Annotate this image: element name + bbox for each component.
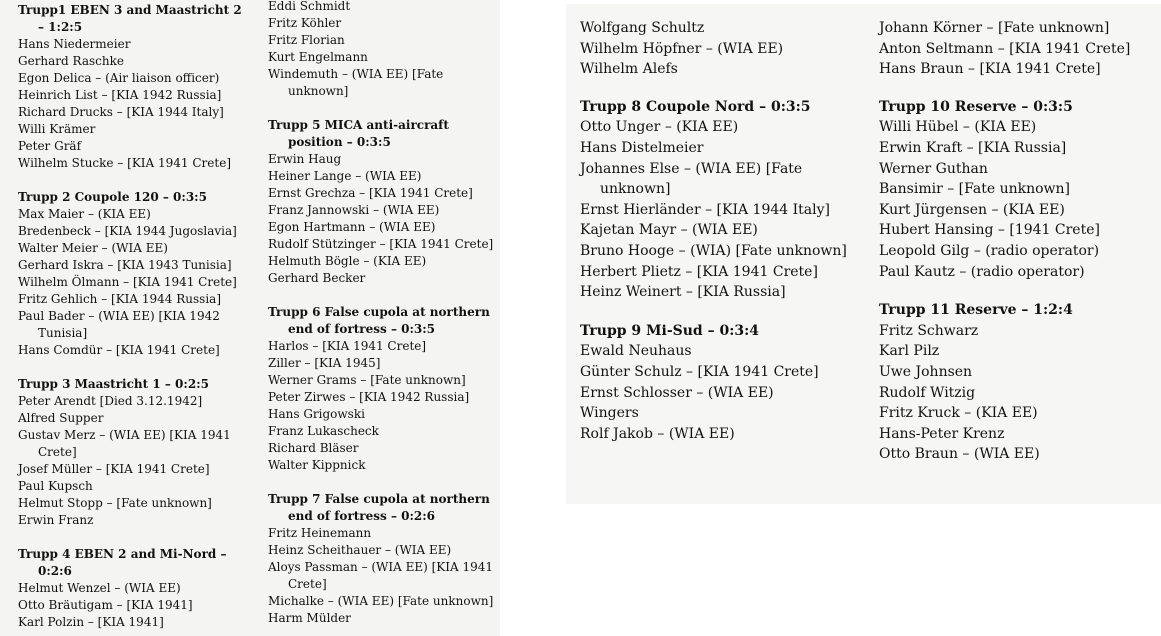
roster-entry: Günter Schulz – [KIA 1941 Crete] bbox=[580, 363, 819, 380]
roster-entry: Ernst Grechza – [KIA 1941 Crete] bbox=[268, 186, 473, 200]
right-page bbox=[566, 4, 1161, 504]
trupp-section bbox=[879, 300, 1159, 465]
trupp-section bbox=[18, 189, 246, 359]
trupp-section bbox=[18, 2, 246, 172]
roster-entry: Wilhelm Höpfner – (WIA EE) bbox=[580, 40, 784, 57]
roster-entry: Fritz Florian bbox=[268, 33, 345, 47]
roster-entry: Werner Guthan bbox=[879, 160, 988, 177]
roster-entry: Hubert Hansing – [1941 Crete] bbox=[879, 222, 1100, 239]
roster-entry: Erwin Franz bbox=[18, 513, 94, 527]
continued-entries bbox=[879, 18, 1159, 80]
roster-entry: Heiner Lange – (WIA EE) bbox=[268, 169, 422, 183]
roster-entry: Harlos – [KIA 1941 Crete] bbox=[268, 339, 427, 353]
trupp-section bbox=[18, 376, 246, 529]
roster-entry: Franz Jannowski – (WIA EE) bbox=[268, 203, 440, 217]
roster-entry: Ernst Schlosser – (WIA EE) bbox=[580, 384, 774, 401]
trupp-heading: Trupp 11 Reserve – 1:2:4 bbox=[879, 302, 1073, 319]
roster-entry: Gerhard Raschke bbox=[18, 54, 124, 68]
roster-entry: Hans-Peter Krenz bbox=[879, 425, 1005, 442]
roster-entry: Rolf Jakob – (WIA EE) bbox=[580, 425, 735, 442]
roster-entry: Fritz Schwarz bbox=[879, 322, 979, 339]
trupp-heading: Trupp 9 Mi-Sud – 0:3:4 bbox=[580, 322, 760, 339]
trupp-heading: Trupp 5 MICA anti-aircraft position – 0:3:5 bbox=[268, 118, 449, 149]
column-3 bbox=[580, 18, 860, 444]
roster-entry: Ernst Hierländer – [KIA 1944 Italy] bbox=[580, 201, 830, 218]
roster-entry: Otto Braun – (WIA EE) bbox=[879, 446, 1040, 463]
left-page bbox=[0, 0, 500, 636]
roster-entry: Johann Körner – [Fate unknown] bbox=[879, 20, 1110, 36]
roster-entry: Heinrich List – [KIA 1942 Russia] bbox=[18, 88, 222, 102]
roster-entry: Kurt Jürgensen – (KIA EE) bbox=[879, 201, 1065, 218]
roster-entry: Herbert Plietz – [KIA 1941 Crete] bbox=[580, 263, 818, 280]
trupp-heading: Trupp 10 Reserve – 0:3:5 bbox=[879, 98, 1073, 115]
roster-entry: Hans Braun – [KIA 1941 Crete] bbox=[879, 61, 1101, 78]
roster-entry: Alfred Supper bbox=[18, 411, 104, 425]
roster-entry: Harm Mülder bbox=[268, 611, 351, 625]
roster-entry: Max Maier – (KIA EE) bbox=[18, 207, 151, 221]
roster-entry: Michalke – (WIA EE) [Fate unknown] bbox=[268, 594, 494, 608]
column-2 bbox=[268, 0, 496, 627]
roster-entry: Bredenbeck – [KIA 1944 Jugoslavia] bbox=[18, 224, 237, 238]
roster-entry: Hans Comdür – [KIA 1941 Crete] bbox=[18, 343, 220, 357]
roster-entry: Josef Müller – [KIA 1941 Crete] bbox=[18, 462, 210, 476]
roster-entry: Gerhard Iskra – [KIA 1943 Tunisia] bbox=[18, 258, 232, 272]
roster-entry: Heinz Weinert – [KIA Russia] bbox=[580, 284, 786, 301]
roster-entry: Peter Arendt [Died 3.12.1942] bbox=[18, 394, 203, 408]
trupp-section bbox=[268, 491, 496, 627]
roster-entry: Helmut Stopp – [Fate unknown] bbox=[18, 496, 212, 510]
trupp-section bbox=[18, 546, 246, 631]
roster-entry: Richard Bläser bbox=[268, 441, 359, 455]
roster-entry: Karl Pilz bbox=[879, 343, 940, 360]
continued-entries bbox=[580, 18, 860, 80]
roster-entry: Wolfgang Schultz bbox=[580, 20, 705, 36]
trupp-heading: Trupp 7 False cupola at northern end of fortress – 0:2:6 bbox=[268, 492, 490, 523]
roster-entry: Willi Hübel – (KIA EE) bbox=[879, 119, 1037, 136]
roster-entry: Gustav Merz – (WIA EE) [KIA 1941 Crete] bbox=[18, 428, 231, 459]
continued-entries bbox=[268, 0, 496, 100]
trupp-section bbox=[879, 97, 1159, 282]
roster-entry: Peter Gräf bbox=[18, 139, 82, 153]
trupp-heading: Trupp1 EBEN 3 and Maastricht 2 – 1:2:5 bbox=[18, 3, 242, 34]
trupp-section bbox=[268, 117, 496, 287]
roster-entry: Kajetan Mayr – (WIA EE) bbox=[580, 222, 758, 239]
roster-entry: Ewald Neuhaus bbox=[580, 343, 692, 360]
roster-entry: Rudolf Witzig bbox=[879, 384, 976, 401]
roster-entry: Wingers bbox=[580, 405, 639, 422]
roster-entry: Otto Bräutigam – [KIA 1941] bbox=[18, 598, 193, 612]
roster-entry: Fritz Heinemann bbox=[268, 526, 372, 540]
roster-entry: Karl Polzin – [KIA 1941] bbox=[18, 615, 164, 629]
trupp-section bbox=[268, 304, 496, 474]
roster-entry: Fritz Kruck – (KIA EE) bbox=[879, 405, 1038, 422]
column-4 bbox=[879, 18, 1159, 465]
roster-entry: Bansimir – [Fate unknown] bbox=[879, 181, 1071, 198]
roster-entry: Paul Kupsch bbox=[18, 479, 93, 493]
roster-entry: Leopold Gilg – (radio operator) bbox=[879, 242, 1100, 259]
trupp-heading: Trupp 3 Maastricht 1 – 0:2:5 bbox=[18, 377, 209, 391]
roster-entry: Paul Kautz – (radio operator) bbox=[879, 263, 1085, 280]
roster-entry: Wilhelm Stucke – [KIA 1941 Crete] bbox=[18, 156, 231, 170]
roster-entry: Hans Niedermeier bbox=[18, 37, 131, 51]
roster-entry: Franz Lukascheck bbox=[268, 424, 379, 438]
roster-entry: Paul Bader – (WIA EE) [KIA 1942 Tunisia] bbox=[18, 309, 220, 340]
roster-entry: Erwin Haug bbox=[268, 152, 342, 166]
roster-entry: Hans Grigowski bbox=[268, 407, 365, 421]
roster-entry: Fritz Köhler bbox=[268, 16, 342, 30]
roster-entry: Walter Kippnick bbox=[268, 458, 366, 472]
trupp-heading: Trupp 8 Coupole Nord – 0:3:5 bbox=[580, 98, 811, 115]
roster-entry: Johannes Else – (WIA EE) [Fate unknown] bbox=[580, 160, 803, 198]
roster-entry: Fritz Gehlich – [KIA 1944 Russia] bbox=[18, 292, 222, 306]
roster-entry: Bruno Hooge – (WIA) [Fate unknown] bbox=[580, 242, 847, 259]
trupp-heading: Trupp 6 False cupola at northern end of fortress – 0:3:5 bbox=[268, 305, 490, 336]
roster-entry: Windemuth – (WIA EE) [Fate unknown] bbox=[268, 67, 444, 98]
roster-entry: Egon Hartmann – (WIA EE) bbox=[268, 220, 436, 234]
roster-entry: Egon Delica – (Air liaison officer) bbox=[18, 71, 220, 85]
roster-entry: Anton Seltmann – [KIA 1941 Crete] bbox=[879, 40, 1131, 57]
roster-entry: Heinz Scheithauer – (WIA EE) bbox=[268, 543, 452, 557]
roster-entry: Otto Unger – (KIA EE) bbox=[580, 119, 739, 136]
roster-entry: Aloys Passman – (WIA EE) [KIA 1941 Crete] bbox=[268, 560, 494, 591]
roster-entry: Eddi Schmidt bbox=[268, 0, 351, 13]
roster-entry: Hans Distelmeier bbox=[580, 139, 704, 156]
column-1 bbox=[18, 2, 246, 631]
roster-entry: Richard Drucks – [KIA 1944 Italy] bbox=[18, 105, 224, 119]
roster-entry: Werner Grams – [Fate unknown] bbox=[268, 373, 466, 387]
roster-entry: Helmuth Bögle – (KIA EE) bbox=[268, 254, 427, 268]
trupp-section bbox=[580, 97, 860, 303]
roster-entry: Willi Krämer bbox=[18, 122, 96, 136]
trupp-heading: Trupp 4 EBEN 2 and Mi-Nord – 0:2:6 bbox=[18, 547, 227, 578]
roster-entry: Walter Meier – (WIA EE) bbox=[18, 241, 168, 255]
roster-entry: Gerhard Becker bbox=[268, 271, 366, 285]
roster-entry: Kurt Engelmann bbox=[268, 50, 368, 64]
roster-entry: Helmut Wenzel – (WIA EE) bbox=[18, 581, 181, 595]
roster-entry: Rudolf Stützinger – [KIA 1941 Crete] bbox=[268, 237, 494, 251]
roster-entry: Wilhelm Ölmann – [KIA 1941 Crete] bbox=[18, 275, 237, 289]
roster-entry: Peter Zirwes – [KIA 1942 Russia] bbox=[268, 390, 470, 404]
roster-entry: Uwe Johnsen bbox=[879, 363, 973, 380]
roster-entry: Wilhelm Alefs bbox=[580, 61, 678, 78]
trupp-heading: Trupp 2 Coupole 120 – 0:3:5 bbox=[18, 190, 207, 204]
roster-entry: Ziller – [KIA 1945] bbox=[268, 356, 381, 370]
roster-entry: Erwin Kraft – [KIA Russia] bbox=[879, 139, 1067, 156]
trupp-section bbox=[580, 321, 860, 445]
